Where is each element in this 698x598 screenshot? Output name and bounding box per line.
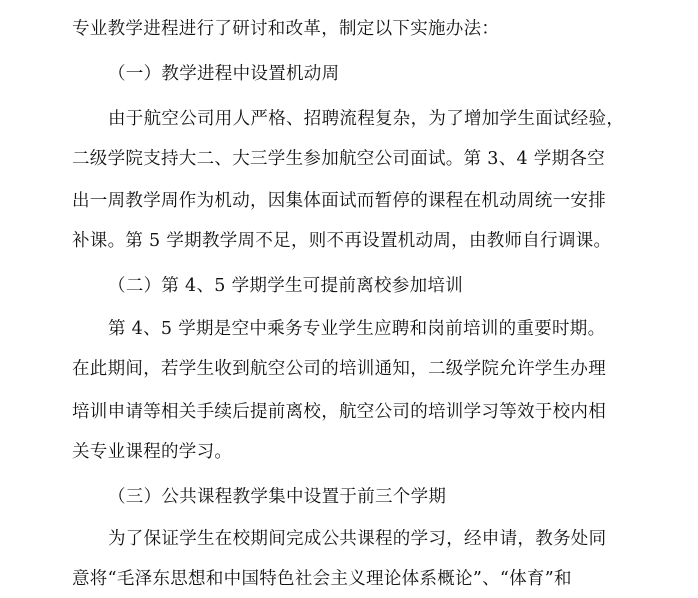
paragraph-2-line-3: 培训申请等相关手续后提前离校，航空公司的培训学习等效于校内相	[72, 402, 606, 422]
paragraph-1-line-4: 补课。第 5 学期教学周不足，则不再设置机动周，由教师自行调课。	[72, 231, 612, 251]
paragraph-1-line-2: 二级学院支持大二、大三学生参加航空公司面试。第 3、4 学期各空	[72, 149, 605, 169]
section-heading-2: （二）第 4、5 学期学生可提前离校参加培训	[108, 276, 463, 296]
paragraph-2-line-4: 关专业课程的学习。	[72, 442, 233, 462]
paragraph-3-line-1: 为了保证学生在校期间完成公共课程的学习，经申请，教务处同	[108, 529, 607, 549]
paragraph-1-line-3: 出一周教学周作为机动，因集体面试而暂停的课程在机动周统一安排	[72, 191, 606, 211]
paragraph-continuation-line: 专业教学进程进行了研讨和改革，制定以下实施办法：	[72, 19, 500, 39]
section-heading-3: （三）公共课程教学集中设置于前三个学期	[108, 487, 447, 507]
paragraph-3-line-2: 意将“毛泽东思想和中国特色社会主义理论体系概论”、“体育”和	[72, 569, 572, 589]
paragraph-2-line-2: 在此期间，若学生收到航空公司的培训通知，二级学院允许学生办理	[72, 359, 606, 379]
paragraph-2-line-1: 第 4、5 学期是空中乘务专业学生应聘和岗前培训的重要时期。	[108, 319, 606, 339]
paragraph-1-line-1: 由于航空公司用人严格、招聘流程复杂，为了增加学生面试经验，	[108, 109, 625, 129]
section-heading-1: （一）教学进程中设置机动周	[108, 64, 340, 84]
